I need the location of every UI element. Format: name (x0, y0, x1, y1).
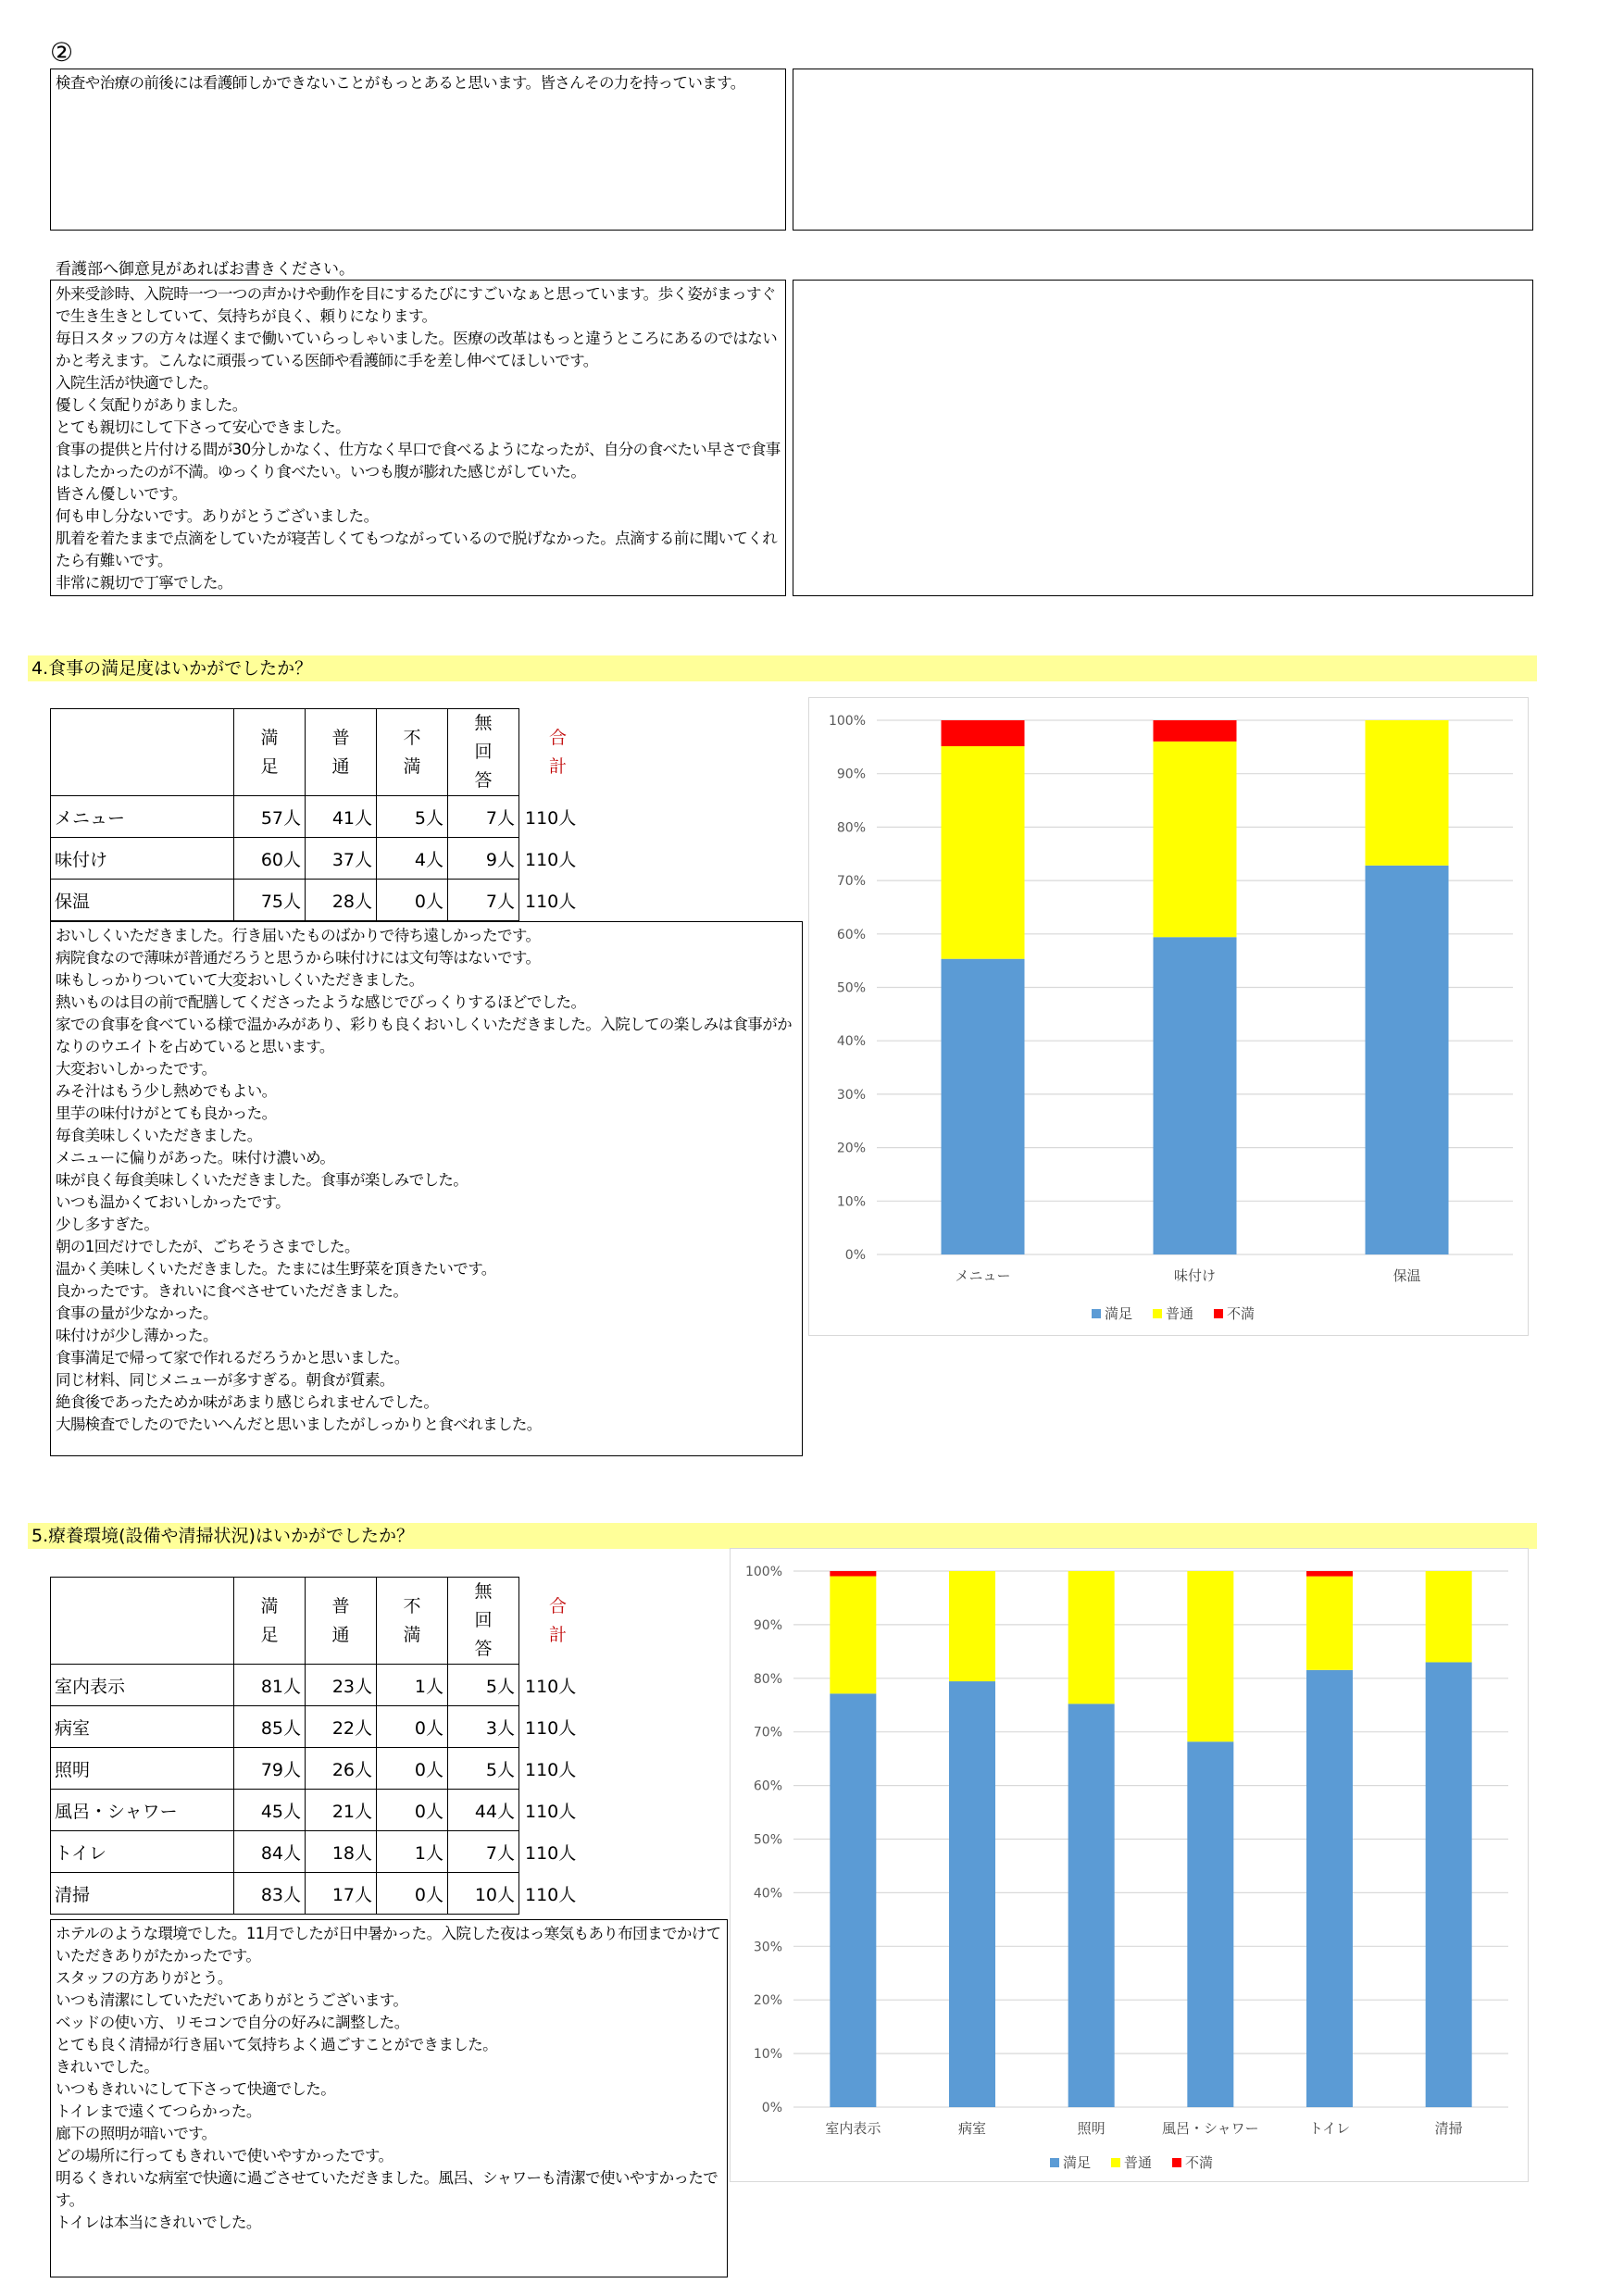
nursing-comment-box-left (50, 280, 786, 596)
comment-line: ベッドの使い方、リモコンで自分の好みに調整した。 (56, 2014, 409, 2031)
y-tick-label: 50% (836, 980, 866, 996)
bar-segment (1187, 1741, 1233, 2107)
row-count: 7人 (448, 1831, 519, 1873)
y-tick-label: 30% (753, 1940, 782, 1955)
q5-header-no-answer: 無 回 答 (448, 1578, 519, 1665)
row-count: 28人 (306, 880, 377, 921)
row-count: 7人 (448, 880, 519, 921)
bar-segment (1068, 1571, 1115, 1703)
row-label: メニュー (51, 796, 234, 838)
row-total: 110人 (525, 1884, 577, 1905)
y-tick-label: 100% (828, 714, 866, 729)
legend-label: 普通 (1124, 2154, 1153, 2171)
legend-swatch (1050, 2158, 1059, 2167)
row-count: 23人 (306, 1665, 377, 1706)
row-label: 病室 (51, 1706, 234, 1748)
bar-segment (942, 746, 1025, 959)
comment-line: おいしくいただきました。行き届いたものばかりで待ち遠しかったです。 (56, 927, 541, 944)
table-row (51, 838, 597, 880)
comment-line: 良かったです。きれいに食べさせていただきました。 (56, 1282, 408, 1300)
table-row (51, 1790, 597, 1831)
legend-swatch (1111, 2158, 1120, 2167)
comment-line: 廊下の照明が暗いです。 (56, 2125, 217, 2142)
comment-line: 毎日スタッフの方々は遅くまで働いていらっしゃいました。医療の改革はもっと違うところにあるのではないかと考えます。こんなに頑張っている医師や看護師に手を差し伸べてほしいです。 (56, 330, 778, 369)
comment-line: 病院食なので薄味が普通だろうと思うから味付けには文句等はないです。 (56, 949, 541, 967)
q5-table-body (51, 1665, 597, 1915)
bar-segment (830, 1571, 876, 1577)
q5-heading: 5.療養環境(設備や清掃状況)はいかがでしたか？ (28, 1523, 1537, 1549)
y-tick-label: 100% (744, 1565, 782, 1579)
row-count: 0人 (377, 1790, 448, 1831)
q5-header-dissatisfied: 不 満 (377, 1578, 448, 1665)
q5-table-header-row (51, 1578, 597, 1665)
table-row (51, 1748, 597, 1790)
row-count: 21人 (306, 1790, 377, 1831)
q5-comment-text (51, 1920, 727, 2234)
comment-line: いつも清潔にしていただいてありがとうございます。 (56, 1991, 408, 2009)
row-count: 5人 (448, 1748, 519, 1790)
comment-line: ホテルのような環境でした。11月でしたが日中暑かった。入院した夜はっ寒気もあり布団までかけていただきありがたかったです。 (56, 1925, 721, 1965)
comment-line: 食事満足で帰って家で作れるだろうかと思いました。 (56, 1349, 409, 1366)
row-label: 清掃 (51, 1873, 234, 1915)
table-row (51, 796, 597, 838)
legend-swatch (1092, 1309, 1101, 1318)
bar-segment (1426, 1571, 1472, 1662)
q4-header-dissatisfied: 不 満 (377, 709, 448, 796)
bar-segment (1154, 720, 1237, 742)
y-tick-label: 60% (753, 1778, 782, 1794)
bar-segment (1306, 1577, 1353, 1670)
row-total: 110人 (525, 1676, 577, 1697)
comment-line: 味付けが少し薄かった。 (56, 1327, 218, 1344)
comment-line: 食事の量が少なかった。 (56, 1304, 218, 1322)
bar-segment (949, 1681, 995, 2107)
row-label: 保温 (51, 880, 234, 921)
row-count: 45人 (234, 1790, 306, 1831)
q5-header-normal: 普 通 (306, 1578, 377, 1665)
q4-table (50, 708, 597, 921)
x-tick-label: トイレ (1308, 2120, 1351, 2137)
y-tick-label: 0% (844, 1248, 866, 1263)
row-label: 味付け (51, 838, 234, 880)
row-count: 3人 (448, 1706, 519, 1748)
row-label: トイレ (51, 1831, 234, 1873)
row-count: 17人 (306, 1873, 377, 1915)
y-tick-label: 70% (836, 874, 866, 890)
q4-table-header-row (51, 709, 597, 796)
bar-segment (1306, 1670, 1353, 2107)
bar-segment (942, 959, 1025, 1254)
row-count: 37人 (306, 838, 377, 880)
bar-segment (830, 1693, 876, 2107)
row-count: 0人 (377, 1706, 448, 1748)
row-count: 18人 (306, 1831, 377, 1873)
q4-header-normal: 普 通 (306, 709, 377, 796)
legend-label: 満足 (1063, 2154, 1092, 2171)
row-count: 79人 (234, 1748, 306, 1790)
comment-line: 外来受診時、入院時一つ一つの声かけや動作を目にするたびにすごいなぁと思っています。歩く姿がまっすぐで生き生きとしていて、気持ちが良く、頼りになります。 (56, 285, 776, 325)
y-tick-label: 80% (753, 1671, 782, 1687)
q5-table (50, 1577, 597, 1915)
row-count: 44人 (448, 1790, 519, 1831)
row-total: 110人 (525, 849, 577, 870)
row-count: 9人 (448, 838, 519, 880)
x-tick-label: 味付け (1173, 1267, 1217, 1284)
y-tick-label: 30% (836, 1087, 866, 1103)
row-label: 風呂・シャワー (51, 1790, 234, 1831)
bar-segment (830, 1577, 876, 1694)
q4-comment-box (50, 921, 803, 1456)
q4-chart-frame (808, 697, 1529, 1336)
y-tick-label: 80% (836, 820, 866, 836)
comment-line: 優しく気配りがありました。 (56, 396, 247, 414)
y-tick-label: 0% (761, 2101, 782, 2115)
legend-swatch (1172, 2158, 1181, 2167)
comment-line: 温かく美味しくいただきました。たまには生野菜を頂きたいです。 (56, 1260, 496, 1278)
comment-line: 熱いものは目の前で配膳してくださったような感じでびっくりするほどでした。 (56, 993, 586, 1011)
x-tick-label: 照明 (1077, 2120, 1106, 2137)
y-tick-label: 50% (753, 1832, 782, 1848)
bar-segment (949, 1571, 995, 1681)
row-count: 81人 (234, 1665, 306, 1706)
row-count: 84人 (234, 1831, 306, 1873)
bar-segment (1187, 1571, 1233, 1741)
q4-chart (809, 698, 1530, 1337)
section-marker: ② (50, 37, 74, 68)
row-total: 110人 (525, 1717, 577, 1739)
table-row (51, 1706, 597, 1748)
y-tick-label: 10% (836, 1194, 866, 1210)
y-tick-label: 40% (836, 1034, 866, 1050)
table-row (51, 1665, 597, 1706)
y-tick-label: 20% (836, 1141, 866, 1156)
row-count: 26人 (306, 1748, 377, 1790)
row-count: 83人 (234, 1873, 306, 1915)
q5-header-satisfied: 満 足 (234, 1578, 306, 1665)
bar-segment (1426, 1662, 1472, 2107)
row-count: 41人 (306, 796, 377, 838)
table-row (51, 880, 597, 921)
comment-line: 非常に親切で丁寧でした。 (56, 574, 232, 592)
row-count: 10人 (448, 1873, 519, 1915)
comment-line: 里芋の味付けがとても良かった。 (56, 1104, 277, 1122)
y-tick-label: 90% (753, 1617, 782, 1633)
comment-line: トイレは本当にきれいでした。 (56, 2214, 261, 2231)
legend-label: 普通 (1166, 1305, 1194, 1322)
comment-line: メニューに偏りがあった。味付け濃いめ。 (56, 1149, 335, 1167)
comment-line: 大腸検査でしたのでたいへんだと思いましたがしっかりと食べれました。 (56, 1416, 542, 1433)
row-count: 57人 (234, 796, 306, 838)
y-tick-label: 60% (836, 927, 866, 942)
legend-label: 不満 (1227, 1305, 1255, 1322)
comment-line: 大変おいしかったです。 (56, 1060, 217, 1078)
comment-line: どの場所に行ってもきれいで使いやすかったです。 (56, 2147, 394, 2165)
row-count: 0人 (377, 880, 448, 921)
comment-line: 検査や治療の前後には看護師しかできないことがもっとあると思います。皆さんその力を持っています。 (56, 74, 745, 92)
row-count: 85人 (234, 1706, 306, 1748)
comment-line: 明るくきれいな病室で快適に過ごさせていただきました。風呂、シャワーも清潔で使いやすかったです。 (56, 2169, 718, 2209)
row-label: 室内表示 (51, 1665, 234, 1706)
comment-line: いつもきれいにして下さって快適でした。 (56, 2080, 336, 2098)
comment-line: とても良く清掃が行き届いて気持ちよく過ごすことができました。 (56, 2036, 498, 2053)
row-count: 22人 (306, 1706, 377, 1748)
row-total: 110人 (525, 1801, 577, 1822)
comment-line: 家での食事を食べている様で温かみがあり、彩りも良くおいしくいただきました。入院しての楽しみは食事がかなりのウエイトを占めていると思います。 (56, 1016, 793, 1055)
comment-line: 皆さん優しいです。 (56, 485, 187, 503)
y-tick-label: 90% (836, 767, 866, 782)
q5-chart-frame (730, 1548, 1529, 2182)
comment-line: いつも温かくておいしかったです。 (56, 1193, 291, 1211)
row-total: 110人 (525, 1842, 577, 1864)
row-count: 60人 (234, 838, 306, 880)
q4-table-body (51, 796, 597, 921)
comment-line: トイレまで遠くてつらかった。 (56, 2103, 261, 2120)
row-total: 110人 (525, 891, 577, 912)
row-total: 110人 (525, 807, 577, 829)
x-tick-label: 保温 (1393, 1267, 1421, 1284)
comment-line: 少し多すぎた。 (56, 1216, 159, 1233)
comment-line: 肌着を着たままで点滴をしていたが寝苦しくてもつながっているので脱げなかった。点滴する前に聞いてくれたら有難いです。 (56, 530, 778, 569)
row-count: 1人 (377, 1665, 448, 1706)
nursing-comment-box-right (793, 280, 1533, 596)
q4-comment-text (51, 922, 802, 1436)
row-count: 7人 (448, 796, 519, 838)
comment-line: 味もしっかりついていて大変おいしくいただきました。 (56, 971, 424, 989)
bar-segment (1366, 720, 1449, 866)
y-tick-label: 20% (753, 1993, 782, 2009)
comment-line: きれいでした。 (56, 2058, 159, 2076)
bar-segment (1068, 1703, 1115, 2107)
row-count: 0人 (377, 1748, 448, 1790)
nursing-section-label: 看護部へ御意見があればお書きください。 (56, 260, 355, 279)
y-tick-label: 10% (753, 2047, 782, 2063)
comment-line: 味が良く毎食美味しくいただきました。食事が楽しみでした。 (56, 1171, 468, 1189)
row-count: 5人 (448, 1665, 519, 1706)
bar-segment (1154, 742, 1237, 937)
comment-line: 朝の1回だけでしたが、ごちそうさまでした。 (56, 1238, 359, 1255)
top-comment-box-right (793, 69, 1533, 231)
top-comment-box-left (50, 69, 786, 231)
row-count: 4人 (377, 838, 448, 880)
x-tick-label: 室内表示 (825, 2120, 881, 2137)
x-tick-label: メニュー (955, 1267, 1011, 1284)
bar-segment (1306, 1571, 1353, 1577)
nursing-comment-text (51, 281, 785, 594)
x-tick-label: 清掃 (1434, 2120, 1463, 2137)
comment-line: 絶食後であったためか味があまり感じられませんでした。 (56, 1393, 439, 1411)
table-row (51, 1831, 597, 1873)
q5-chart (731, 1549, 1530, 2183)
legend-swatch (1153, 1309, 1162, 1318)
q4-header-total: 合 計 (548, 727, 567, 777)
bar-segment (1154, 937, 1237, 1254)
q4-header-satisfied: 満 足 (234, 709, 306, 796)
row-count: 1人 (377, 1831, 448, 1873)
legend-label: 不満 (1185, 2154, 1214, 2171)
x-tick-label: 病室 (957, 2120, 987, 2137)
q5-comment-box (50, 1919, 728, 2277)
comment-line: 同じ材料、同じメニューが多すぎる。朝食が質素。 (56, 1371, 394, 1389)
comment-line: みそ汁はもう少し熱めでもよい。 (56, 1082, 277, 1100)
row-count: 5人 (377, 796, 448, 838)
q4-heading: 4.食事の満足度はいかがでしたか？ (28, 655, 1537, 681)
q4-header-blank (51, 709, 234, 796)
bar-segment (942, 720, 1025, 746)
comment-line: 入院生活が快適でした。 (56, 374, 218, 392)
row-count: 75人 (234, 880, 306, 921)
top-comment-text (51, 69, 785, 94)
q5-header-blank (51, 1578, 234, 1665)
comment-line: とても親切にして下さって安心できました。 (56, 418, 351, 436)
row-count: 0人 (377, 1873, 448, 1915)
comment-line: 食事の提供と片付ける間が30分しかなく、仕方なく早口で食べるようになったが、自分の食べたい早さで食事はしたかったのが不満。ゆっくり食べたい。いつも腹が膨れた感じがしていた。 (56, 441, 781, 480)
y-tick-label: 40% (753, 1886, 782, 1902)
table-row (51, 1873, 597, 1915)
comment-line: 何も申し分ないです。ありがとうございました。 (56, 507, 379, 525)
legend-label: 満足 (1105, 1305, 1133, 1322)
row-total: 110人 (525, 1759, 577, 1780)
x-tick-label: 風呂・シャワー (1161, 2120, 1259, 2137)
q5-header-total: 合 計 (548, 1595, 567, 1645)
row-label: 照明 (51, 1748, 234, 1790)
q4-header-no-answer: 無 回 答 (448, 709, 519, 796)
comment-line: スタッフの方ありがとう。 (56, 1969, 232, 1987)
comment-line: 毎食美味しくいただきました。 (56, 1127, 262, 1144)
y-tick-label: 70% (753, 1725, 782, 1741)
bar-segment (1366, 866, 1449, 1254)
legend-swatch (1214, 1309, 1223, 1318)
